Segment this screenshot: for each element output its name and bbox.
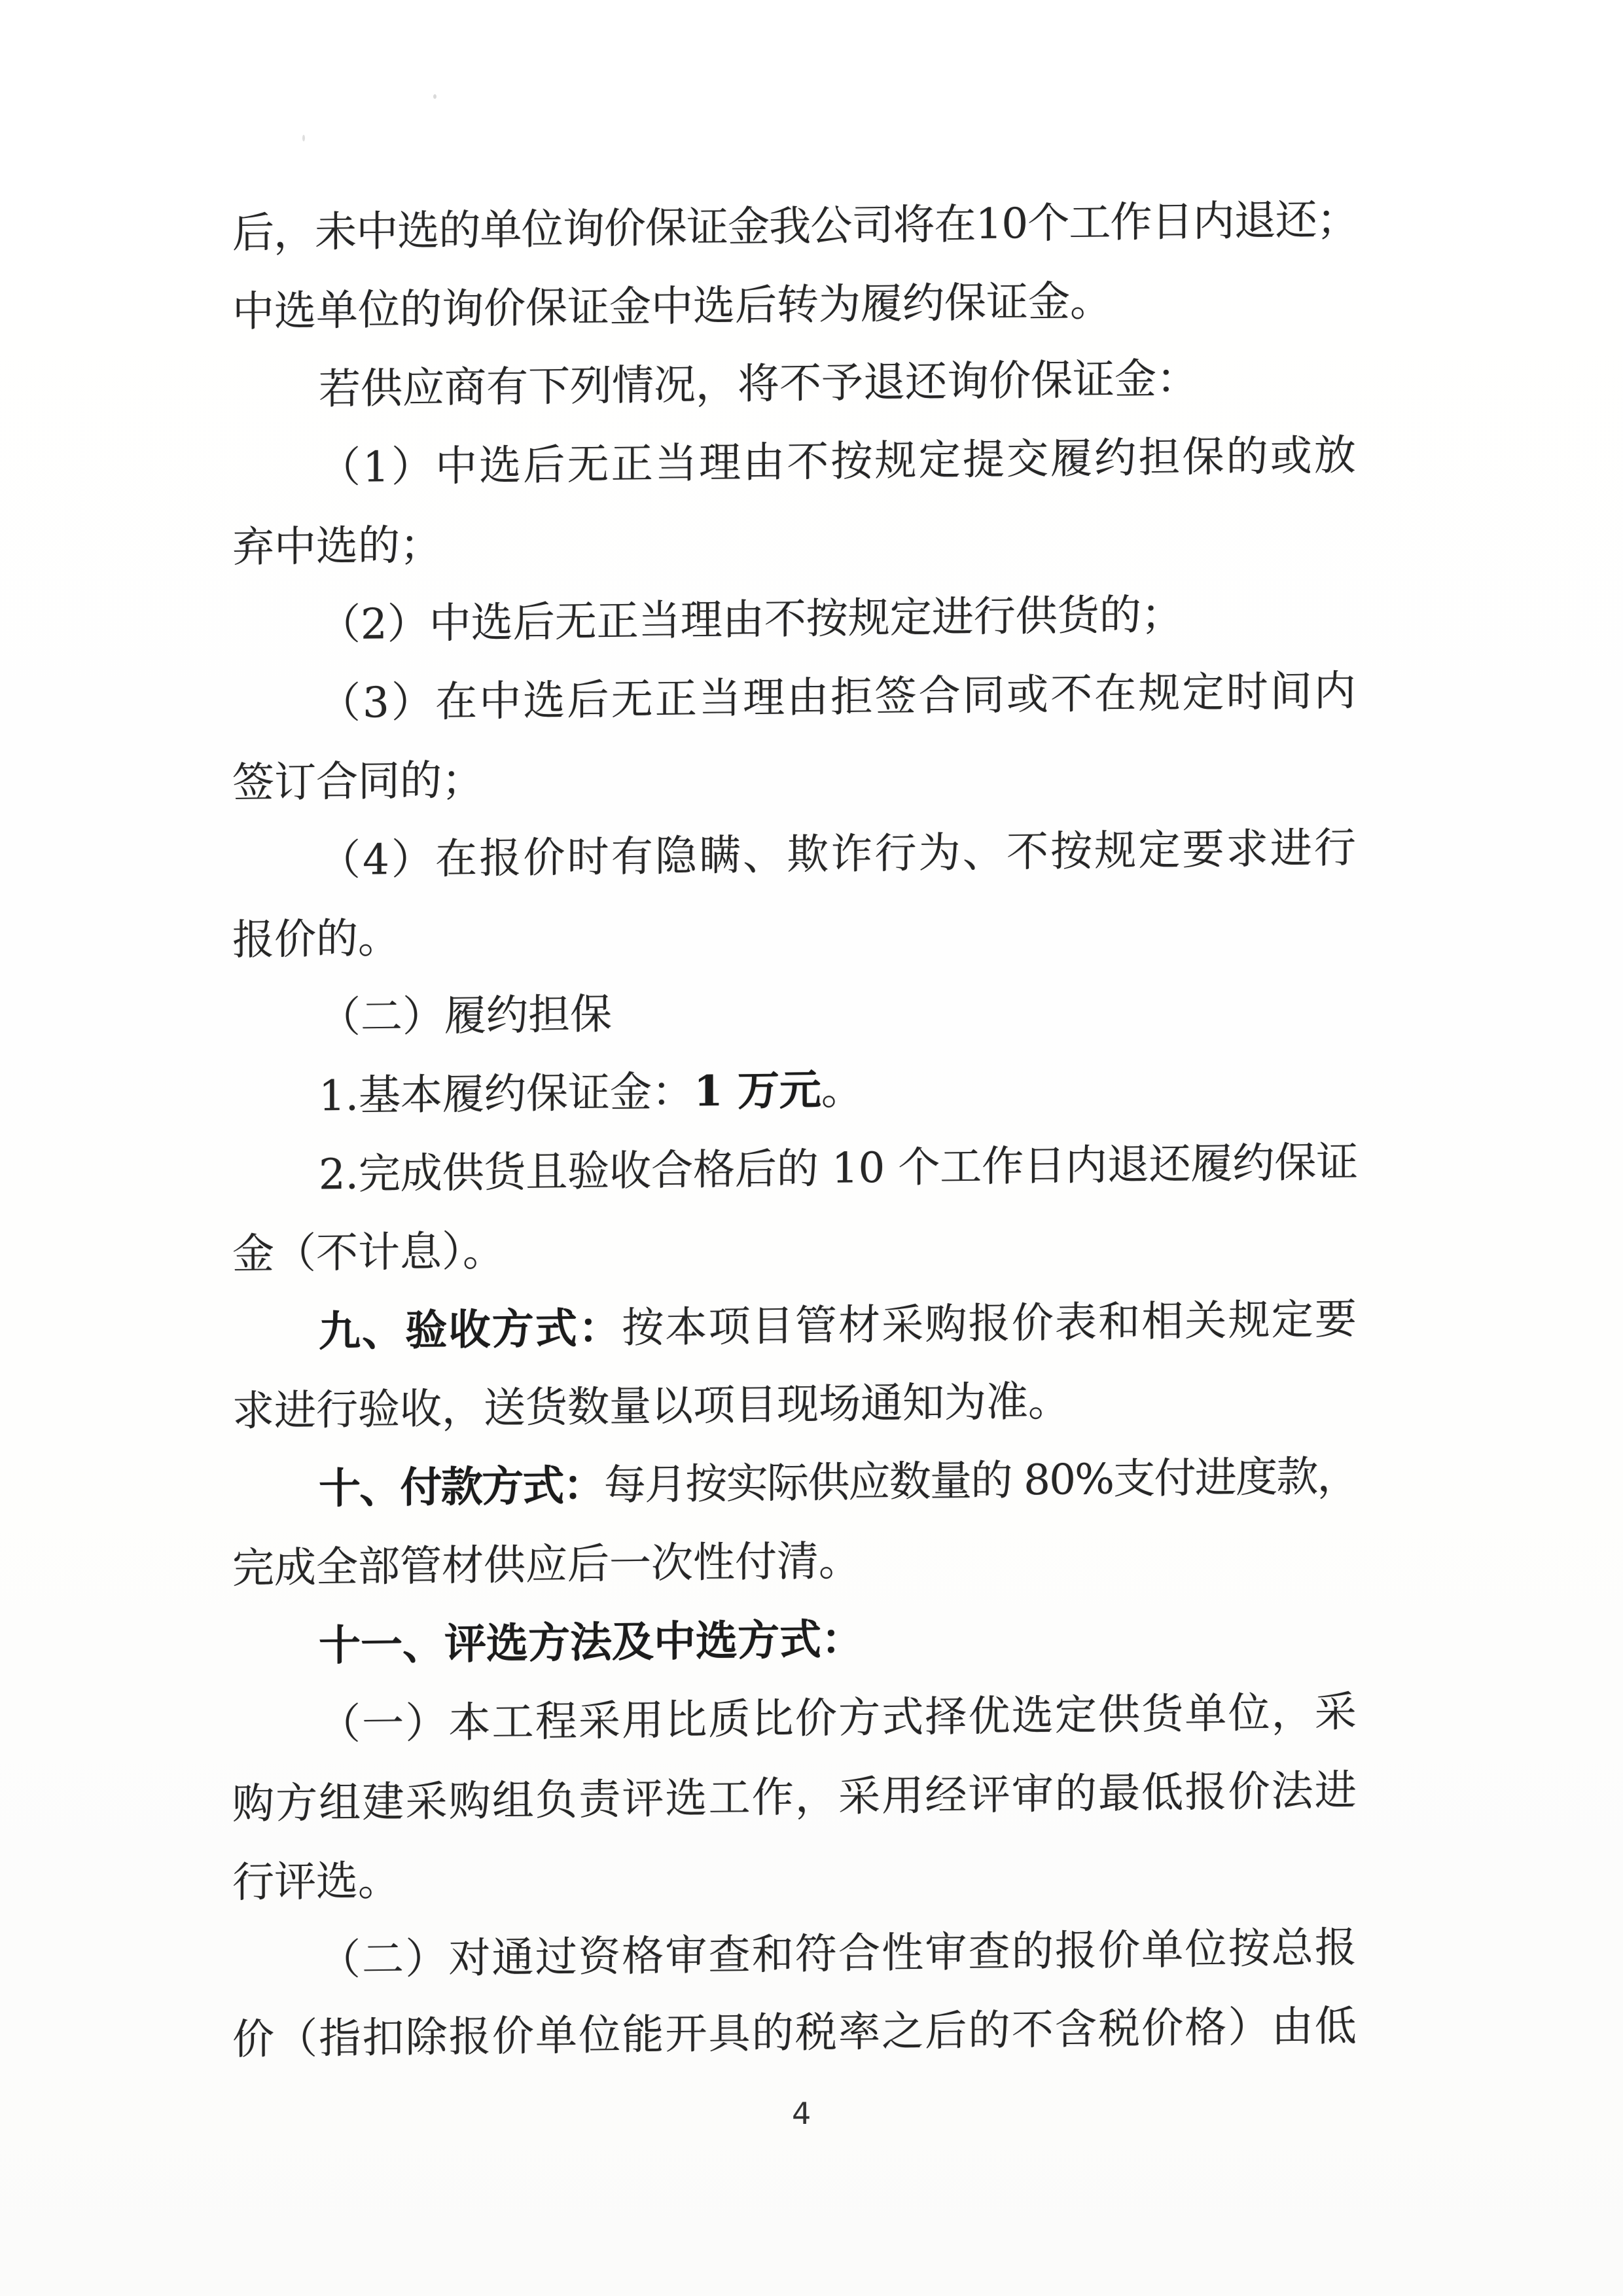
text-line — [232, 259, 1358, 351]
text-line-runs — [232, 741, 484, 823]
text-line-runs — [232, 506, 442, 587]
text-line — [232, 1359, 1358, 1451]
text-line-runs — [232, 1212, 505, 1294]
text-line — [232, 809, 1358, 901]
text-run: 若供应商有下列情况，将不予退还询价保证金： — [319, 354, 1198, 414]
text-line — [232, 181, 1358, 273]
text-line-runs — [319, 809, 1358, 900]
text-line — [232, 1909, 1358, 2001]
text-run: 行评选。 — [232, 1856, 400, 1907]
text-line — [232, 652, 1358, 744]
text-line-runs — [319, 975, 612, 1057]
text-line-runs — [319, 1909, 1358, 2000]
bold-text-run: 十一、评选方法及中选方式： — [319, 1615, 863, 1671]
text-line — [232, 416, 1358, 509]
text-line-runs — [319, 1673, 1358, 1764]
text-line — [232, 1202, 1358, 1294]
bold-text-run: 十、付款方式： — [319, 1461, 604, 1514]
text-run: 完成全部管材供应后一次性付清。 — [232, 1537, 861, 1593]
bold-text-run: 1 万元 — [694, 1066, 821, 1117]
text-line — [232, 730, 1358, 823]
text-run: 中选单位的询价保证金中选后转为履约保证金。 — [232, 277, 1112, 336]
text-line-runs — [319, 1437, 1358, 1528]
text-line — [232, 1437, 1358, 1530]
text-line — [232, 888, 1358, 980]
text-line — [232, 1673, 1358, 1765]
text-run: 弃中选的； — [232, 521, 442, 572]
text-run: 价（指扣除报价单位能开具的税率之后的不含税价格）由低 — [232, 2001, 1358, 2064]
text-line-runs — [319, 1280, 1358, 1371]
scan-speck — [302, 135, 305, 141]
text-run: （4）在报价时有隐瞒、欺诈行为、不按规定要求进行 — [319, 823, 1359, 886]
text-line — [232, 573, 1358, 666]
text-line-runs — [232, 262, 1112, 351]
text-line — [232, 1123, 1358, 1215]
text-line-runs — [232, 899, 400, 980]
text-run: 购方组建采购组负责评选工作，采用经评审的最低报价法进 — [232, 1766, 1358, 1829]
text-run: （1）中选后无正当理由不按规定提交履约担保的或放 — [319, 431, 1359, 493]
text-line-runs — [319, 575, 1183, 664]
text-run: 金（不计息）。 — [232, 1227, 505, 1279]
text-run: 。 — [821, 1066, 863, 1115]
text-run: 每月按实际供应数量的 80%支付进度款， — [603, 1452, 1358, 1511]
text-line-runs — [232, 1522, 861, 1608]
text-run: （二）履约担保 — [319, 990, 612, 1043]
text-line-runs — [319, 652, 1358, 743]
scan-speck — [433, 94, 437, 99]
text-line-runs — [232, 1842, 400, 1922]
text-run: 后，未中选的单位询价保证金我公司将在10个工作日内退还； — [232, 195, 1358, 258]
text-line-runs — [232, 1987, 1358, 2079]
bold-text-run: 九、验收方式： — [319, 1303, 622, 1357]
document-body — [232, 181, 1358, 2079]
text-line-runs — [319, 1123, 1358, 1214]
text-run: 求进行验收，送货数量以项目现场通知为准。 — [232, 1377, 1070, 1436]
text-line — [232, 1987, 1358, 2079]
text-line — [232, 1751, 1358, 1844]
text-run: 2.完成供货且验收合格后的 10 个工作日内退还履约保证 — [319, 1138, 1359, 1200]
text-line — [232, 495, 1358, 587]
text-line-runs — [232, 181, 1358, 273]
text-line — [232, 1280, 1358, 1372]
text-run: 按本项目管材采购报价表和相关规定要 — [622, 1295, 1359, 1353]
text-run: （一）本工程采用比质比价方式择优选定供货单位，采 — [319, 1687, 1359, 1749]
text-line — [232, 338, 1358, 430]
text-run: 报价的。 — [232, 914, 400, 965]
text-line — [232, 1830, 1358, 1922]
text-line — [232, 1594, 1358, 1687]
text-line — [232, 1045, 1358, 1137]
text-run: 签订合同的； — [232, 756, 484, 808]
text-line-runs — [319, 340, 1198, 429]
text-line — [232, 1516, 1358, 1608]
text-line — [232, 966, 1358, 1058]
text-line-runs — [319, 1600, 863, 1685]
text-run: （2）中选后无正当理由不按规定进行供货的； — [319, 590, 1183, 650]
text-line-runs — [319, 1050, 863, 1136]
text-run: （二）对通过资格审查和符合性审查的报价单位按总报 — [319, 1923, 1359, 1985]
text-run: 1.基本履约保证金： — [319, 1067, 694, 1121]
text-line-runs — [232, 1362, 1070, 1451]
text-line-runs — [232, 1751, 1358, 1844]
text-line-runs — [319, 416, 1358, 507]
page-number: 4 — [792, 2096, 812, 2132]
text-run: （3）在中选后无正当理由拒签合同或不在规定时间内 — [319, 666, 1359, 728]
